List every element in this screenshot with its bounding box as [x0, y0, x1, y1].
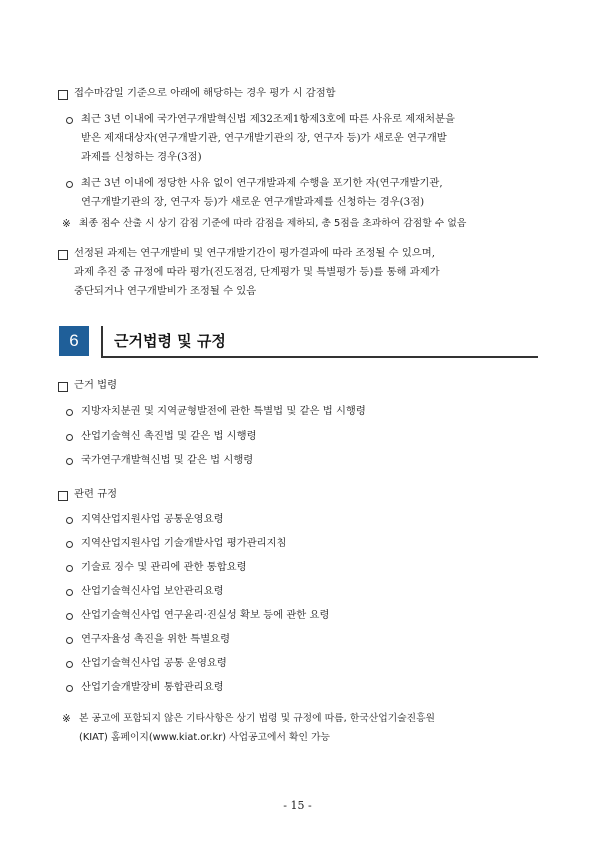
section-underline: [101, 356, 538, 358]
rule-item: 산업기술개발장비 통합관리요령: [81, 681, 224, 693]
adjustment-line3: 중단되거나 연구개발비가 조정될 수 있음: [74, 285, 257, 297]
law-item: 지방자치분권 및 지역균형발전에 관한 특별법 및 같은 법 시행령: [81, 405, 366, 417]
circle-bullet-icon: [66, 565, 73, 572]
criteria-item2-line1: 최근 3년 이내에 정당한 사유 없이 연구개발과제 수행을 포기한 자(연구개발기관,: [81, 177, 443, 189]
circle-bullet-icon: [66, 434, 73, 441]
law-item: 산업기술혁신 촉진법 및 같은 법 시행령: [81, 430, 257, 442]
rule-item: 연구자율성 촉진을 위한 특별요령: [81, 633, 231, 645]
circle-bullet-icon: [66, 541, 73, 548]
checkbox-square-icon: [58, 491, 68, 501]
circle-bullet-icon: [66, 661, 73, 668]
rule-item: 지역산업지원사업 공통운영요령: [81, 513, 224, 525]
reference-mark-icon: ※: [62, 218, 71, 230]
circle-bullet-icon: [66, 458, 73, 465]
checkbox-square-icon: [58, 90, 68, 100]
circle-bullet-icon: [66, 117, 73, 124]
page-number: - 15 -: [283, 799, 312, 812]
criteria-note: 최종 점수 산출 시 상기 감점 기준에 따라 감점을 제하되, 총 5점을 초과하여 감점할 수 없음: [79, 218, 467, 229]
rule-item: 지역산업지원사업 기술개발사업 평가관리지침: [81, 537, 287, 549]
circle-bullet-icon: [66, 589, 73, 596]
circle-bullet-icon: [66, 685, 73, 692]
rule-item: 산업기술혁신사업 공통 운영요령: [81, 657, 227, 669]
footnote-line2: (KIAT) 홈페이지(www.kiat.or.kr) 사업공고에서 확인 가능: [79, 732, 331, 743]
section-number-badge: 6: [59, 326, 89, 356]
criteria-item1-line1: 최근 3년 이내에 국가연구개발혁신법 제32조제1항제3호에 따른 사유로 제재처분을: [81, 113, 455, 125]
circle-bullet-icon: [66, 613, 73, 620]
checkbox-square-icon: [58, 250, 68, 260]
law-item: 국가연구개발혁신법 및 같은 법 시행령: [81, 454, 254, 466]
circle-bullet-icon: [66, 409, 73, 416]
rules-heading: 관련 규정: [74, 488, 118, 500]
criteria-item1-line3: 과제를 신청하는 경우(3점): [81, 151, 202, 163]
checkbox-square-icon: [58, 382, 68, 392]
criteria-heading: 접수마감일 기준으로 아래에 해당하는 경우 평가 시 감점함: [74, 87, 336, 99]
criteria-item2-line2: 연구개발기관의 장, 연구자 등)가 새로운 연구개발과제를 신청하는 경우(3점): [81, 196, 425, 208]
rule-item: 산업기술혁신사업 보안관리요령: [81, 585, 224, 597]
circle-bullet-icon: [66, 517, 73, 524]
adjustment-line1: 선정된 과제는 연구개발비 및 연구개발기간이 평가결과에 따라 조정될 수 있으며,: [74, 247, 435, 259]
circle-bullet-icon: [66, 637, 73, 644]
section-divider-bar: [101, 326, 103, 356]
rule-item: 기술료 징수 및 관리에 관한 통합요령: [81, 561, 247, 573]
adjustment-line2: 과제 추진 중 규정에 따라 평가(진도점검, 단계평가 및 특별평가 등)를 통해 과제가: [74, 266, 440, 278]
rule-item: 산업기술혁신사업 연구윤리·진실성 확보 등에 관한 요령: [81, 609, 330, 621]
section-title: 근거법령 및 규정: [114, 332, 226, 350]
reference-mark-icon: ※: [62, 713, 71, 725]
laws-heading: 근거 법령: [74, 379, 118, 391]
circle-bullet-icon: [66, 181, 73, 188]
criteria-item1-line2: 받은 제재대상자(연구개발기관, 연구개발기관의 장, 연구자 등)가 새로운 연구개발: [81, 132, 447, 144]
footnote-line1: 본 공고에 포함되지 않은 기타사항은 상기 법령 및 규정에 따름, 한국산업기술진흥원: [79, 713, 436, 724]
